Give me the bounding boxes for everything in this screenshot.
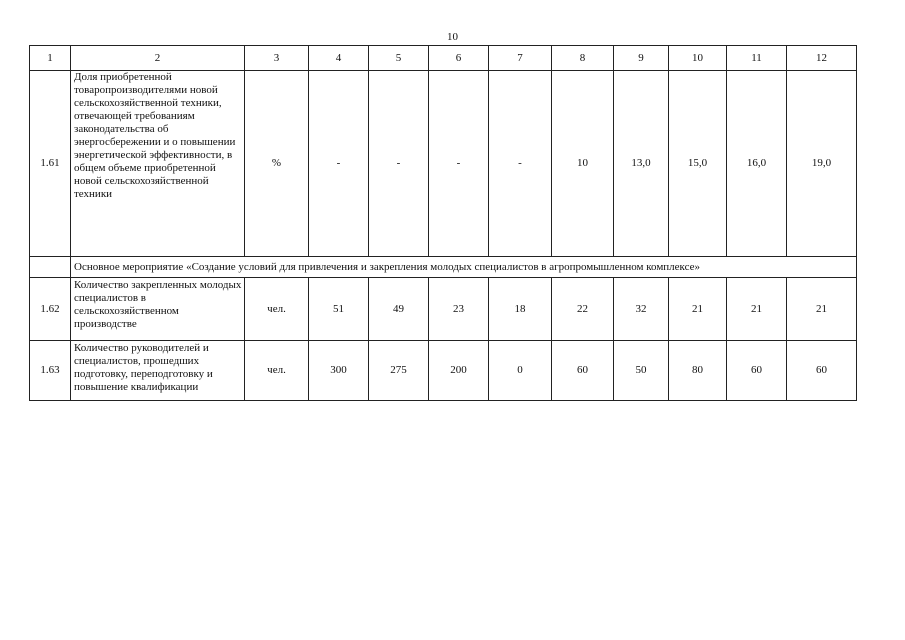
value-cell: 16,0 (727, 71, 787, 257)
value-cell: 60 (727, 341, 787, 401)
value-cell: 18 (489, 278, 552, 341)
value-cell: 51 (309, 278, 369, 341)
value-cell: 60 (787, 341, 857, 401)
value-cell: 49 (369, 278, 429, 341)
indicator-name: Количество закрепленных молодых специалистов в сельскохозяйственном производстве (71, 278, 245, 341)
value-cell: 13,0 (614, 71, 669, 257)
value-cell: - (429, 71, 489, 257)
table-header-row (30, 46, 857, 71)
value-cell: 300 (309, 341, 369, 401)
header-cell: 4 (309, 46, 369, 71)
header-cell: 10 (669, 46, 727, 71)
header-cell: 6 (429, 46, 489, 71)
value-cell: - (489, 71, 552, 257)
header-cell: 3 (245, 46, 309, 71)
value-cell: 21 (669, 278, 727, 341)
table-row (30, 71, 857, 257)
table-row (30, 341, 857, 401)
header-cell: 1 (30, 46, 71, 71)
page-number: 10 (447, 31, 458, 43)
row-number: 1.61 (30, 71, 71, 257)
header-cell: 12 (787, 46, 857, 71)
table-row (30, 278, 857, 341)
value-cell: 0 (489, 341, 552, 401)
header-cell: 8 (552, 46, 614, 71)
indicator-name: Количество руководителей и специалистов, прошедших подготовку, переподготовку и повышение квалификации (71, 341, 245, 401)
header-cell: 2 (71, 46, 245, 71)
indicator-name: Доля приобретенной товаропроизводителями новой сельскохозяйственной техники, отвечающей требованиям законодательства об энергосбережении и о повышении энергетической эффективности, в общем объеме приобретенной новой сельскохозяйственной техники (71, 71, 245, 257)
section-number-cell (30, 257, 71, 278)
value-cell: 60 (552, 341, 614, 401)
header-cell: 7 (489, 46, 552, 71)
header-cell: 9 (614, 46, 669, 71)
value-cell: - (369, 71, 429, 257)
value-cell: 22 (552, 278, 614, 341)
row-number: 1.62 (30, 278, 71, 341)
value-cell: 80 (669, 341, 727, 401)
value-cell: 200 (429, 341, 489, 401)
unit-cell: чел. (245, 341, 309, 401)
unit-cell: % (245, 71, 309, 257)
indicators-table (29, 45, 857, 401)
value-cell: 21 (787, 278, 857, 341)
header-cell: 5 (369, 46, 429, 71)
value-cell: 21 (727, 278, 787, 341)
value-cell: 50 (614, 341, 669, 401)
value-cell: 275 (369, 341, 429, 401)
section-row (30, 257, 857, 278)
value-cell: 32 (614, 278, 669, 341)
header-cell: 11 (727, 46, 787, 71)
value-cell: 23 (429, 278, 489, 341)
section-title: Основное мероприятие «Создание условий для привлечения и закрепления молодых специалистов в агропромышленном комплексе» (71, 257, 857, 278)
value-cell: 15,0 (669, 71, 727, 257)
unit-cell: чел. (245, 278, 309, 341)
value-cell: 10 (552, 71, 614, 257)
value-cell: - (309, 71, 369, 257)
value-cell: 19,0 (787, 71, 857, 257)
row-number: 1.63 (30, 341, 71, 401)
